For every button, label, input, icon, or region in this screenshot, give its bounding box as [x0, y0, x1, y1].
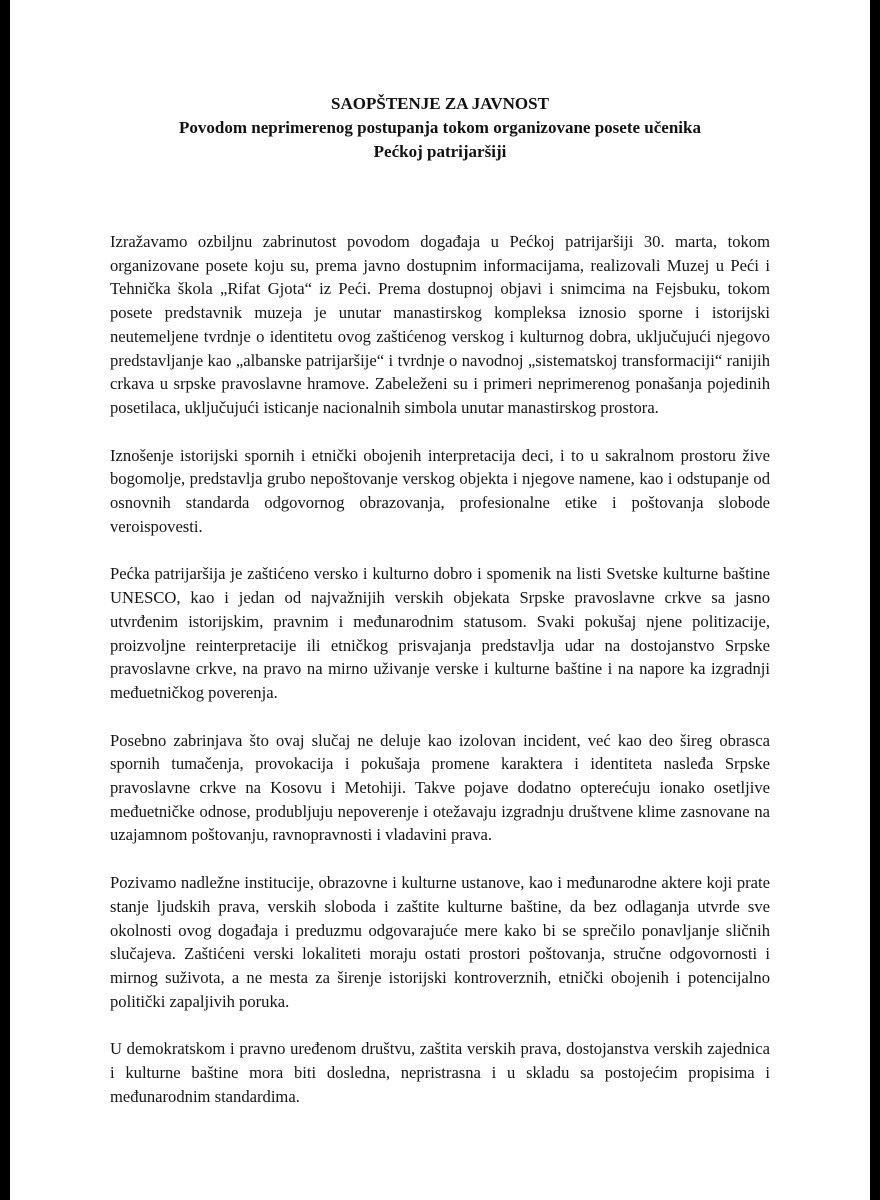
document-subtitle: Povodom neprimerenog postupanja tokom organizovane posete učenika Pećkoj patrijaršiji — [179, 118, 701, 161]
document-header — [10, 92, 870, 164]
paragraph-3: Pećka patrijaršija je zaštićeno versko i kulturno dobro i spomenik na listi Svetske kulturne baštine UNESCO, kao i jedan od najvažnijih verskih objekata Srpske pravoslavne crkve sa jasno utvrđenim istorijskim, pravnim i međunarodnim statusom. Svaki pokušaj njene politizacije, proizvoljne reinterpretacije ili etničkog prisvajanja predstavlja udar na dostojanstvo Srpske pravoslavne crkve, na pravo na mirno uživanje verske i kulturne baštine i na napore ka izgradnji međuetničkog poverenja. — [110, 564, 770, 702]
paragraph-6: U demokratskom i pravno uređenom društvu, zaštita verskih prava, dostojanstva verskih zajednica i kulturne baštine mora biti dosledna, nepristrasna i u skladu sa postojećim propisima i međunarodnim standardima. — [110, 1039, 770, 1106]
paragraph-5: Pozivamo nadležne institucije, obrazovne i kulturne ustanove, kao i međunarodne aktere koji prate stanje ljudskih prava, verskih sloboda i zaštite kulturne baštine, da bez odlaganja utvrde sve okolnosti ovog događaja i preduzmu odgovarajuće mere kako bi se sprečilo ponavljanje sličnih slučajeva. Zaštićeni verski lokaliteti moraju ostati prostori poštovanja, stručne odgovornosti i mirnog suživota, a ne mesta za širenje istorijski kontroverznih, etnički obojenih i potencijalno politički zapaljivih poruka. — [110, 873, 770, 1011]
document-body — [110, 230, 770, 1133]
paragraph-1: Izražavamo ozbiljnu zabrinutost povodom događaja u Pećkoj patrijaršiji 30. marta, tokom organizovane posete koju su, prema javno dostupnim informacijama, realizovali Muzej u Peći i Tehnička škola „Rifat Gjota“ iz Peći. Prema dostupnoj objavi i snimcima na Fejsbuku, tokom posete predstavnik muzeja je unutar manastirskog kompleksa iznosio sporne i istorijski neutemeljene tvrdnje o identitetu ovog zaštićenog verskog i kulturnog dobra, uključujući njegovo predstavljanje kao „albanske patrijaršije“ i tvrdnje o navodnoj „sistematskoj transformaciji“ ranijih crkava u srpske pravoslavne hramove. Zabeleženi su i primeri neprimerenog ponašanja pojedinih posetilaca, uključujući isticanje nacionalnih simbola unutar manastirskog prostora. — [110, 232, 770, 417]
document-title: SAOPŠTENJE ZA JAVNOST — [331, 94, 549, 113]
paragraph-2: Iznošenje istorijski spornih i etnički obojenih interpretacija deci, i to u sakralnom prostoru žive bogomolje, predstavlja grubo nepoštovanje verskog objekta i njegove namene, kao i odstupanje od osnovnih standarda odgovornog obrazovanja, profesionalne etike i poštovanja slobode veroispovesti. — [110, 445, 770, 536]
paragraph-4: Posebno zabrinjava što ovaj slučaj ne deluje kao izolovan incident, već kao deo šireg obrasca spornih tumačenja, provokacija i pokušaja promene karaktera i identiteta nasleđa Srpske pravoslavne crkve na Kosovu i Metohiji. Takve pojave dodatno opterećuju ionako osetljive međuetničke odnose, produbljuju nepoverenje i otežavaju izgradnju društvene klime zasnovane na uzajamnom poštovanju, ravnopravnosti i vladavini prava. — [110, 730, 770, 845]
document-page — [10, 0, 870, 1200]
